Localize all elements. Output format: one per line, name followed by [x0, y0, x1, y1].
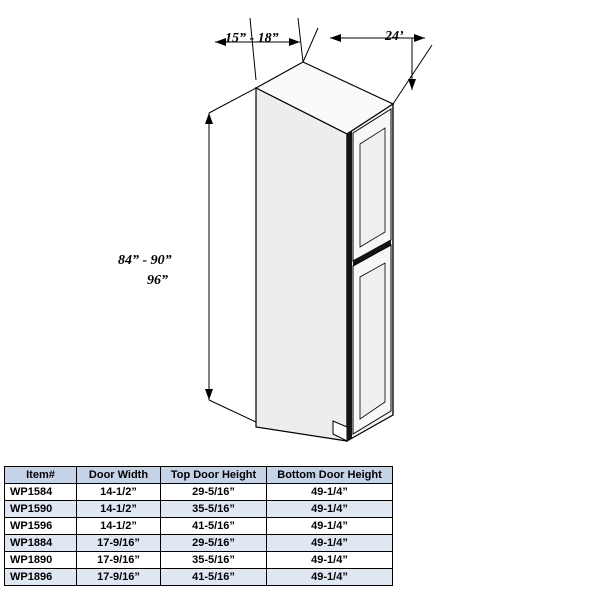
- column-header-top-door-height: Top Door Height: [161, 467, 267, 484]
- cell-top-door-height: 29-5/16”: [161, 535, 267, 552]
- cell-item: WP1896: [5, 569, 77, 586]
- cell-top-door-height: 35-5/16”: [161, 501, 267, 518]
- table-row: [5, 484, 393, 501]
- table-row: [5, 569, 393, 586]
- cell-door-width: 17-9/16”: [77, 535, 161, 552]
- cell-bottom-door-height: 49-1/4”: [267, 501, 393, 518]
- cell-door-width: 14-1/2”: [77, 501, 161, 518]
- height-dimension-label: 84” - 90”: [118, 253, 172, 268]
- width-dimension-label: 24’: [385, 29, 404, 44]
- height-ext-top: [209, 88, 256, 113]
- height-arrow-top: [205, 113, 213, 124]
- cell-door-width: 14-1/2”: [77, 518, 161, 535]
- cell-door-width: 14-1/2”: [77, 484, 161, 501]
- cell-item: WP1890: [5, 552, 77, 569]
- height-arrow-bottom: [205, 389, 213, 400]
- height-alt-dimension-label: 96”: [147, 273, 168, 288]
- cell-bottom-door-height: 49-1/4”: [267, 518, 393, 535]
- width-arrow-right: [414, 34, 425, 42]
- cell-door-width: 17-9/16”: [77, 569, 161, 586]
- bottom-door-inset-panel: [360, 263, 385, 419]
- table-header-row: [5, 467, 393, 484]
- table-row: [5, 535, 393, 552]
- depth-ext-right: [298, 18, 303, 62]
- cell-item: WP1596: [5, 518, 77, 535]
- depth-arrow-right: [289, 38, 300, 46]
- depth-ext-left: [250, 18, 256, 80]
- cell-item: WP1584: [5, 484, 77, 501]
- width-arrow-down: [408, 79, 416, 90]
- cabinet-left-side: [256, 88, 347, 441]
- depth-dimension-label: 15” - 18”: [225, 31, 279, 46]
- cell-item: WP1884: [5, 535, 77, 552]
- top-door-inset-panel: [360, 128, 385, 247]
- table-row: [5, 518, 393, 535]
- cell-bottom-door-height: 49-1/4”: [267, 552, 393, 569]
- table-row: [5, 552, 393, 569]
- specification-table: [4, 466, 393, 586]
- door-edge-shadow: [347, 131, 352, 441]
- cell-item: WP1590: [5, 501, 77, 518]
- cell-top-door-height: 29-5/16”: [161, 484, 267, 501]
- cell-top-door-height: 41-5/16”: [161, 518, 267, 535]
- width-arrow-left: [330, 34, 341, 42]
- cell-bottom-door-height: 49-1/4”: [267, 569, 393, 586]
- table-row: [5, 501, 393, 518]
- cell-door-width: 17-9/16”: [77, 552, 161, 569]
- cell-bottom-door-height: 49-1/4”: [267, 484, 393, 501]
- column-header-bottom-door-height: Bottom Door Height: [267, 467, 393, 484]
- width-ext-left: [303, 28, 318, 62]
- height-ext-bottom: [209, 400, 256, 422]
- cell-top-door-height: 35-5/16”: [161, 552, 267, 569]
- column-header-door-width: Door Width: [77, 467, 161, 484]
- cell-top-door-height: 41-5/16”: [161, 569, 267, 586]
- cell-bottom-door-height: 49-1/4”: [267, 535, 393, 552]
- column-header-item: Item#: [5, 467, 77, 484]
